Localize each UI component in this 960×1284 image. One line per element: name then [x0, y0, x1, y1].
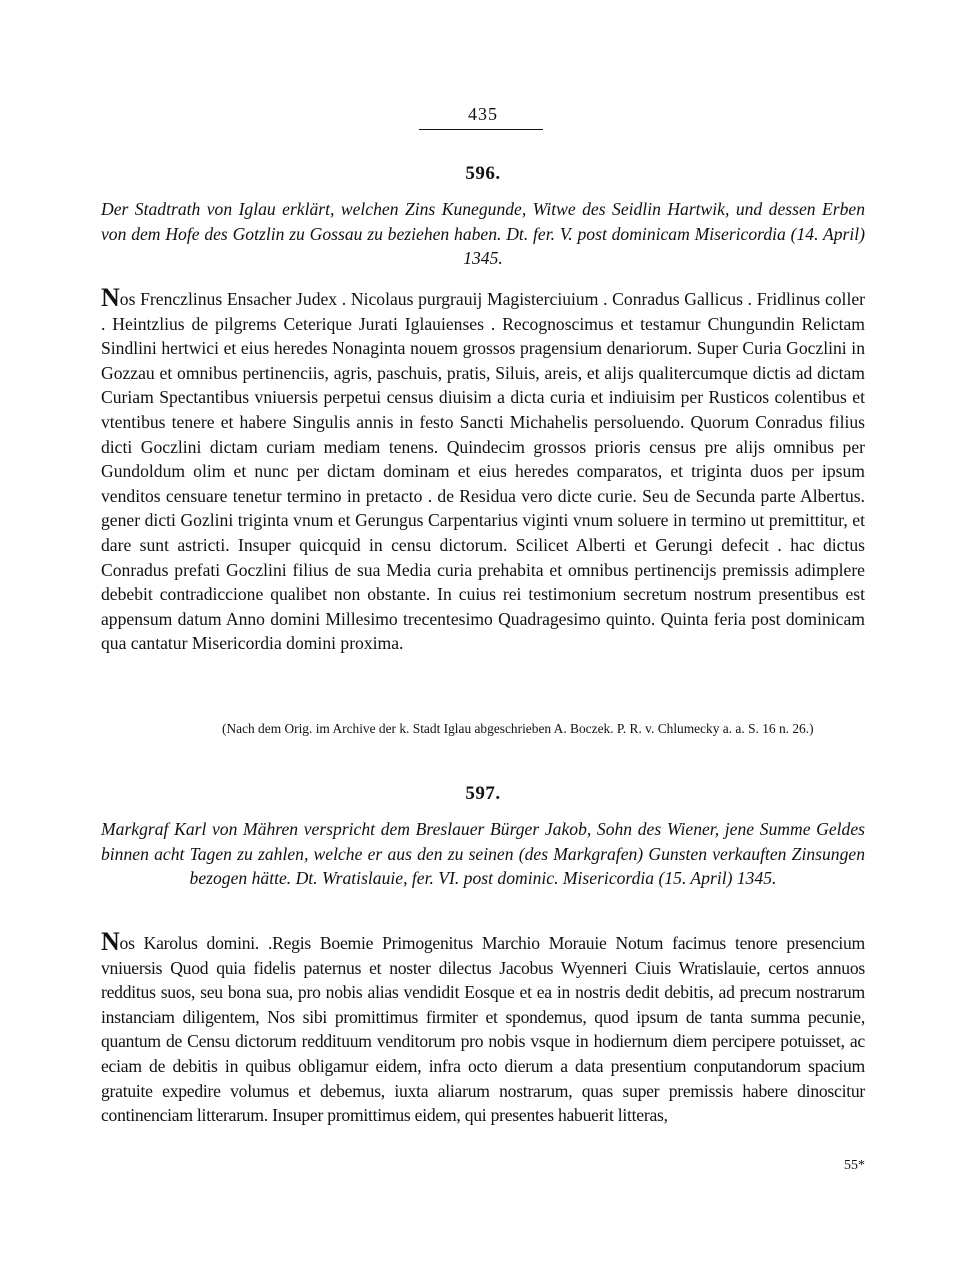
body-text: os Frenczlinus Ensacher Judex . Nicolaus purgrauij Magisterciuium . Conradus Gallicus . Fridlinus coller . Heintzlius de pilgrems Ceterique Jurati Iglauienses . Recognoscimus et testamur Chungundin Relictam Sindlini hertwici et eius heredes Nonaginta nouem grossos pragensium denariorum. Super Curia Goczlini in Gozzau et omnibus pertinenciis, agris, paschuis, pratis, Siluis, areis, et alijs qualitercumque dictis ad dictam Curiam Spectantibus vniuersis perpetui census diuisim a dicta curia et indiuisim per Rusticos colentibus et vtentibus tenere et habere Singulis annis in festo Sancti Michahelis persoluendo. Quorum Conradus filius dicti Goczlini dictam curiam mediam tenens. Quindecim grossos prioris census pre alijs omnibus per Gundoldum olim et nunc per dictam dominam et eius heredes comparatos, et triginta duos per ipsum venditos censuare tenetur termino in pretacto . de Residua vero dicte curie. Seu de Secunda parte Albertus. gener dicti Gozlini triginta vnum et Gerungus Carpentarius viginti vnum soluere in termino ut premittitur, et dare sunt astricti. Insuper quicquid in censu dictorum. Scilicet Alberti et Gerungi defecit . hac dictus Conradus prefati Goczlini filius de sua Media curia prehabita et omnibus pertinencijs premissis adimplere debebit contradiccione qualibet non obstante. In cuius rei testimonium secretum nostrum presentibus est appensum datum Anno domini Millesimo trecentesimo Quadragesimo quinto. Quinta feria post dominicam qua cantatur Misericordia domini proxima. — [101, 289, 865, 654]
document-body-596 — [101, 283, 865, 656]
initial-letter: N — [101, 283, 120, 312]
body-text: os Karolus domini. .Regis Boemie Primogenitus Marchio Morauie Notum facimus tenore presencium vniuersis Quod quia fidelis paternus et noster dilectus Jacobus Wyenneri Ciuis Wratislauie, certos annuos redditus suos, seu bona sua, pro nobis alias vendidit Eosque et ea in nostris dedit debitis, ad precum nostrarum instanciam diligentem, Nos sibi promittimus firmiter et spondemus, quod ipsum de tanta summa pecunie, quantum de Censu dictorum reddituum venditorum pro nobis vsque in hodiernum diem percipere potuisset, ac eciam de debitis in quibus obligamur eidem, infra octo dierum a data presentium conputandorum spacium gratuite expedire volumus et debemus, iuxta aliarum nostrarum, quas super premissis habere dinoscitur continenciam litterarum. Insuper promittimus eidem, qui presentes habuerit litteras, — [101, 933, 865, 1126]
page-number: 435 — [468, 104, 498, 124]
page-number-rule — [419, 129, 543, 130]
signature-mark: 55* — [844, 1158, 865, 1173]
document-number-596: 596. — [465, 163, 501, 184]
initial-letter: N — [101, 927, 120, 956]
document-page — [101, 0, 865, 1284]
document-heading-597: Markgraf Karl von Mähren verspricht dem Breslauer Bürger Jakob, Sohn des Wiener, jene Summe Geldes binnen acht Tagen zu zahlen, welche er aus den zu seinen (des Markgrafen) Gunsten verkauften Zinsungen bezogen hätte. Dt. Wratislauie, fer. VI. post dominic. Misericordia (15. April) 1345. — [101, 819, 865, 888]
document-heading-596: Der Stadtrath von Iglau erklärt, welchen Zins Kunegunde, Witwe des Seidlin Hartwik, und dessen Erben von dem Hofe des Gotzlin zu Gossau zu beziehen haben. Dt. fer. V. post dominicam Misericordia (14. April) 1345. — [101, 199, 865, 268]
document-number-597: 597. — [465, 783, 501, 804]
source-note-596: (Nach dem Orig. im Archive der k. Stadt Iglau abgeschrieben A. Boczek. P. R. v. Chlumecky a. a. S. 16 n. 26.) — [222, 721, 814, 736]
document-body-597 — [101, 927, 865, 1128]
